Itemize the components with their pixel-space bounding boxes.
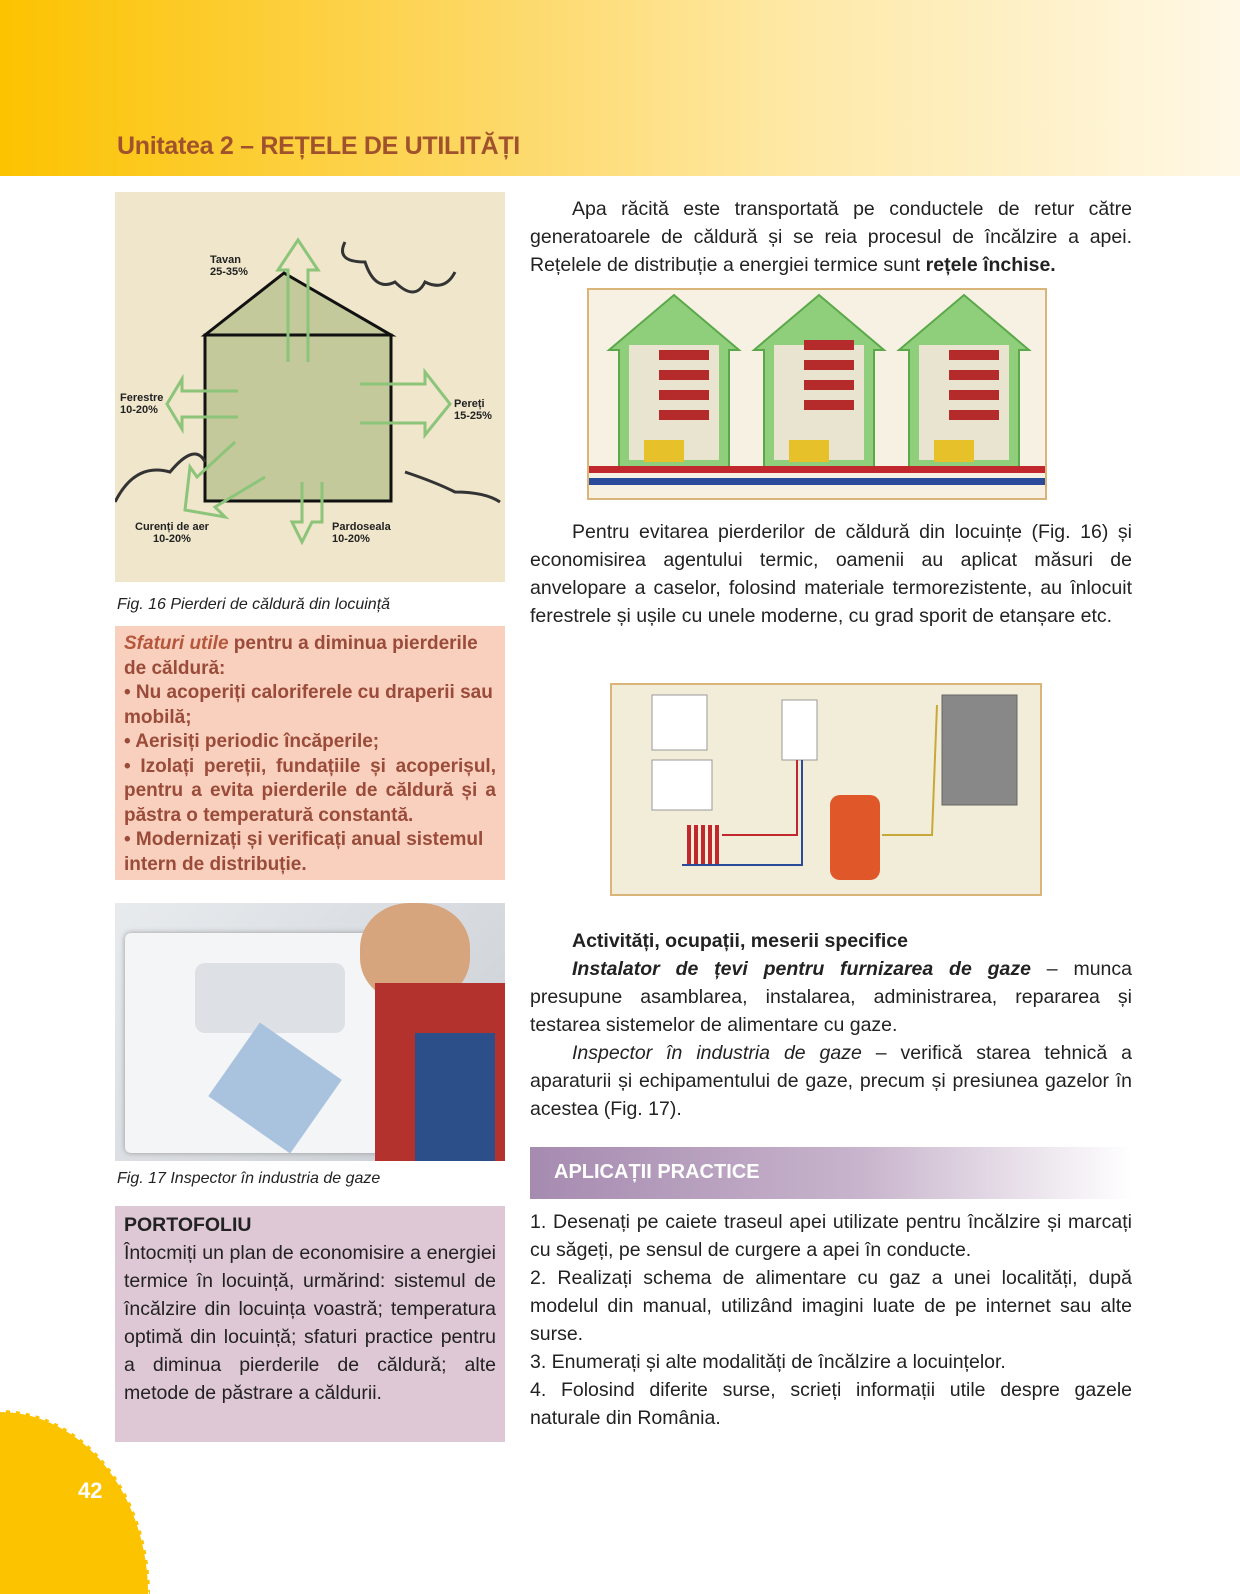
application-item: 1. Desenați pe caiete traseul apei utilizate pentru încălzire și marcați cu săgeți, pe sensul de curgere a apei în conducte. [530,1211,1132,1261]
tip-item: • Izolați pereții, fundațiile și acoperișul, pentru a evita pierderile de căldură și a păstra o temperatură constantă. [124,755,496,826]
application-item: 4. Folosind diferite surse, scrieți informații utile despre gazele naturale din România. [530,1379,1132,1429]
label-pardoseala-pct: 10-20% [332,533,370,545]
label-ferestre: Ferestre [120,392,164,404]
activities-title: Activități, ocupații, meserii specifice [572,930,908,952]
practical-applications-banner: APLICAȚII PRACTICE [530,1147,1132,1199]
job2-title: Inspector în industria de gaze [572,1042,862,1064]
label-curenti-pct: 10-20% [153,533,191,545]
label-tavan-pct: 25-35% [210,266,248,278]
tip-item: • Nu acoperiți caloriferele cu draperii sau mobilă; [124,682,493,728]
job1-title: Instalator de țevi pentru furnizarea de gaze [572,958,1031,980]
tip-item: • Modernizați și verificați anual sistemul intern de distribuție. [124,829,484,875]
fig16-heat-loss-diagram [115,192,505,582]
p1-text: Apa răcită este transportată pe conductele de retur către generatoarele de căldură și se reia procesul de încălzire a apei. Rețelele de distribuție a energiei termice sunt [530,198,1132,276]
fig17-caption: Fig. 17 Inspector în industria de gaze [117,1170,381,1187]
district-heating-diagram [587,288,1047,500]
page-header [0,0,1240,176]
portofoliu-title: PORTOFOLIU [124,1214,252,1236]
fig16-caption: Fig. 16 Pierderi de căldură din locuință [117,596,391,613]
label-pereti-pct: 15-25% [454,410,492,422]
p1-bold: rețele închise. [925,254,1056,276]
label-pardoseala: Pardoseala [332,521,391,533]
label-pereti: Pereți [454,398,485,410]
label-tavan: Tavan [210,254,241,266]
portofoliu-text: Întocmiți un plan de economisire a energiei termice în locuință, urmărind: sistemul de încălzire din locuința voastră; temperatura optimă din locuință; sfaturi practice pentru a diminua pierderile de căldură; alte metode de păstrare a căldurii. [124,1242,496,1404]
tips-intro: pentru a diminua pierderile de căldură: [124,633,478,679]
job1-text: – munca presupune asamblarea, instalarea, administrarea, repararea și testarea sistemelor de alimentare cu gaze. [530,958,1132,1036]
tips-box [115,626,505,880]
fig17-inspector-photo [115,903,505,1161]
paragraph-return-pipes [530,195,1132,279]
practical-applications-list [530,1208,1132,1432]
activities-section [530,927,1132,1123]
page-number: 42 [78,1478,103,1503]
portofoliu-box [115,1206,505,1442]
tip-item: • Aerisiți periodic încăperile; [124,731,380,752]
label-ferestre-pct: 10-20% [120,404,158,416]
paragraph-insulation: Pentru evitarea pierderilor de căldură din locuințe (Fig. 16) și economisirea agentului termic, oamenii au aplicat măsuri de anvelopare a caselor, folosind materiale termorezistente, au înlocuit ferestrele și ușile cu unele moderne, cu grad sporit de etanșare etc. [530,521,1132,627]
job2-text: – verifică starea tehnică a aparaturii și echipamentului de gaze, precum și presiunea gazelor în acestea (Fig. 17). [530,1042,1133,1120]
application-item: 2. Realizați schema de alimentare cu gaz a unei localități, după modelul din manual, utilizând imagini luate de pe internet sau alte surse. [530,1267,1132,1345]
label-curenti: Curenți de aer [135,521,209,533]
application-item: 3. Enumerați și alte modalități de încălzire a locuințelor. [530,1351,1006,1373]
home-heating-system-diagram [610,683,1042,896]
unit-title: Unitatea 2 – REȚELE DE UTILITĂȚI [117,132,520,160]
tips-lead: Sfaturi utile [124,633,229,654]
